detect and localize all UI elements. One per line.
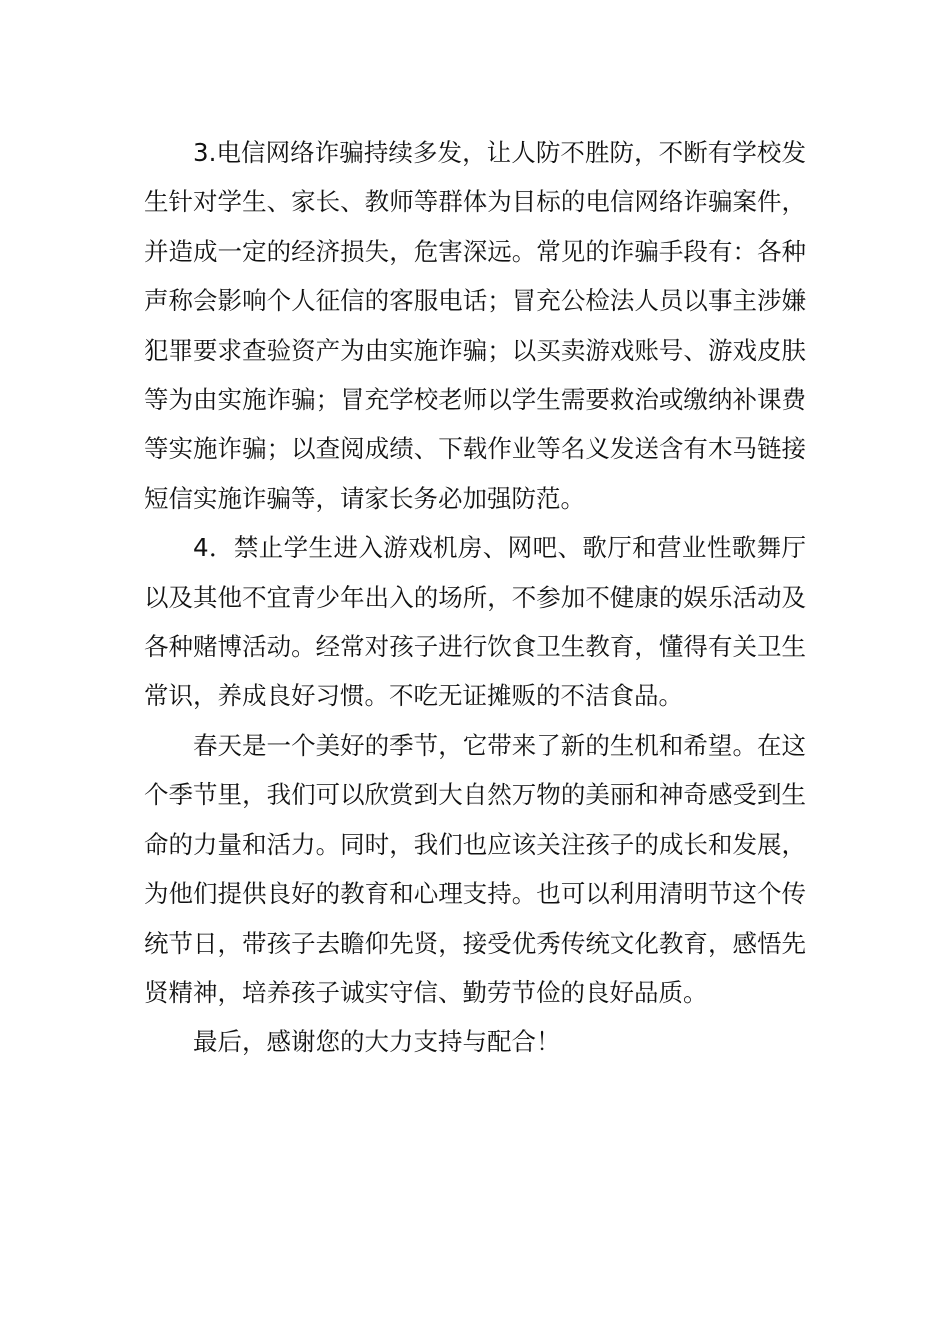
- document-body: [144, 128, 806, 1067]
- paragraph-spring-education: 春天是一个美好的季节，它带来了新的生机和希望。在这个季节里，我们可以欣赏到大自然万物的美丽和神奇感受到生命的力量和活力。同时，我们也应该关注孩子的成长和发展，为他们提供良好的教育和心理支持。也可以利用清明节这个传统节日，带孩子去瞻仰先贤，接受优秀传统文化教育，感悟先贤精神，培养孩子诚实守信、勤劳节俭的良好品质。: [144, 730, 806, 1007]
- paragraph-prohibited-venues: 4．禁止学生进入游戏机房、网吧、歌厅和营业性歌舞厅以及其他不宜青少年出入的场所，不参加不健康的娱乐活动及各种赌博活动。经常对孩子进行饮食卫生教育，懂得有关卫生常识，养成良好习惯。不吃无证摊贩的不洁食品。: [144, 533, 806, 711]
- paragraph-closing-thanks: 最后，感谢您的大力支持与配合！: [193, 1027, 561, 1057]
- paragraph-telecom-fraud: 3.电信网络诈骗持续多发，让人防不胜防，不断有学校发生针对学生、家长、教师等群体为目标的电信网络诈骗案件，并造成一定的经济损失，危害深远。常见的诈骗手段有：各种声称会影响个人征信的客服电话；冒充公检法人员以事主涉嫌犯罪要求查验资产为由实施诈骗；以买卖游戏账号、游戏皮肤等为由实施诈骗；冒充学校老师以学生需要救治或缴纳补课费等实施诈骗；以查阅成绩、下载作业等名义发送含有木马链接短信实施诈骗等，请家长务必加强防范。: [144, 138, 806, 513]
